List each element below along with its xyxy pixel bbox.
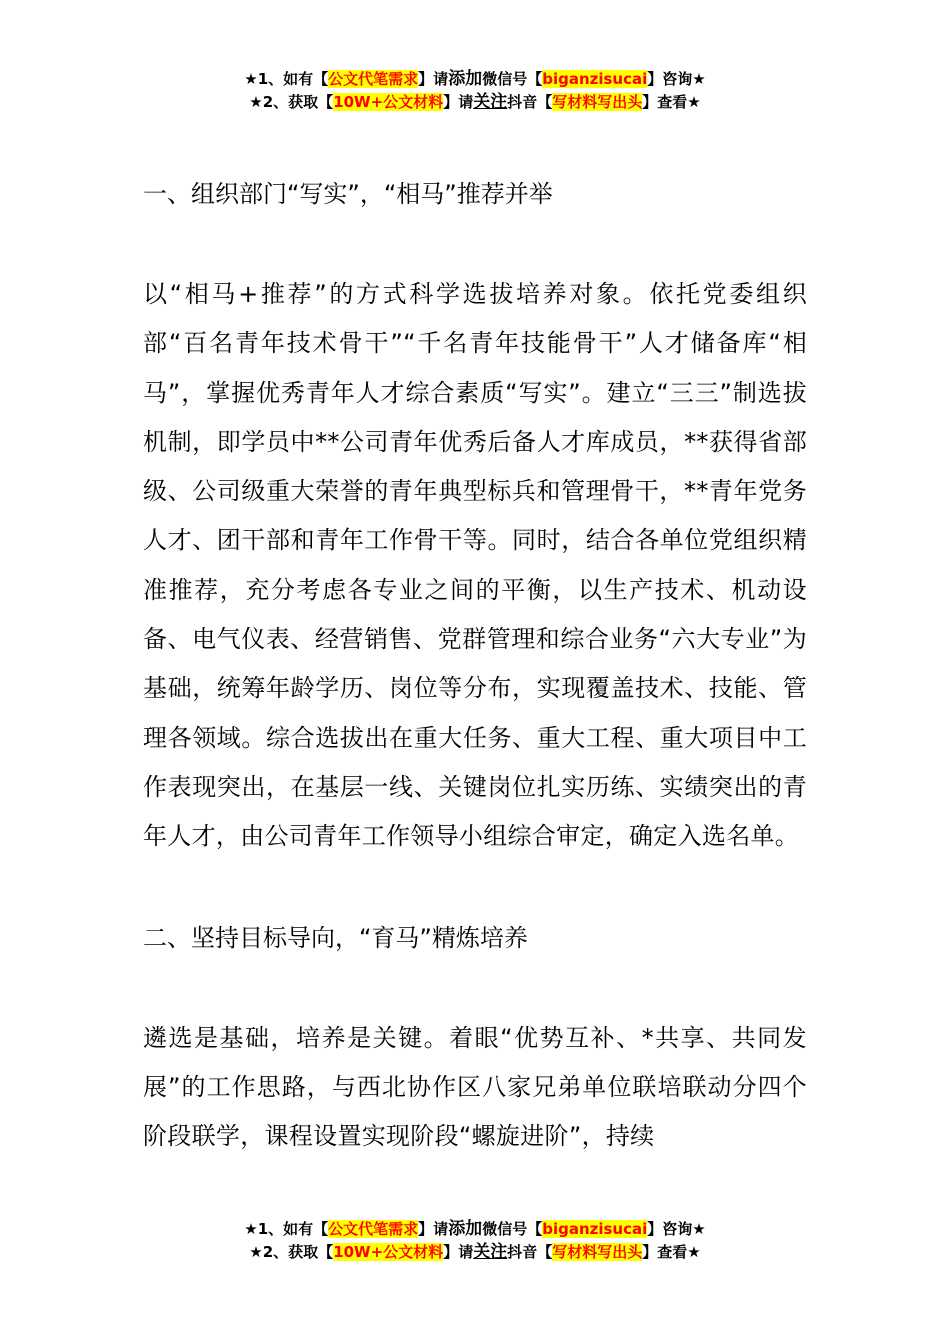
section-paragraph-1: 以“相马+推荐”的方式科学选拔培养对象。依托党委组织部“百名青年技术骨干”“千名青年技能骨干”人才储备库“相马”，掌握优秀青年人才综合素质“写实”。建立“三三”制选拔机制，即学员中**公司青年优秀后备人才库成员，**获得省部级、公司级重大荣誉的青年典型标兵和管理骨干，**青年党务人才、团干部和青年工作骨干等。同时，结合各单位党组织精准推荐，充分考虑各专业之间的平衡，以生产技术、机动设备、电气仪表、经营销售、党群管理和综合业务“六大专业”为基础，统筹年龄学历、岗位等分布，实现覆盖技术、技能、管理各领域。综合选拔出在重大任务、重大工程、重大项目中工作表现突出，在基层一线、关键岗位扎实历练、实绩突出的青年人才，由公司青年工作领导小组综合审定，确定入选名单。: [143, 280, 807, 851]
notice-line-1: ★1、如有【公文代笔需求】请添加微信号【biganzisucai】咨询★: [244, 69, 706, 89]
notice-line-1: ★1、如有【公文代笔需求】请添加微信号【biganzisucai】咨询★: [244, 1219, 706, 1239]
section-heading-2: 二、坚持目标导向，“育马”精炼培养: [143, 923, 528, 952]
service-highlight: 公文代笔需求: [328, 70, 419, 88]
header-notice-banner: [0, 68, 950, 114]
section-paragraph-2: 遴选是基础，培养是关键。着眼“优势互补、*共享、共同发展”的工作思路，与西北协作区八家兄弟单位联培联动分四个阶段联学，课程设置实现阶段“螺旋进阶”，持续: [143, 1023, 807, 1151]
notice-line-2: ★2、获取【10W+公文材料】请关注抖音【写材料写出头】查看★: [249, 1242, 701, 1262]
douyin-account-highlight: 写材料写出头: [552, 1243, 643, 1261]
footer-notice-banner: [0, 1218, 950, 1264]
douyin-account-highlight: 写材料写出头: [552, 93, 643, 111]
notice-line-2: ★2、获取【10W+公文材料】请关注抖音【写材料写出头】查看★: [249, 92, 701, 112]
wechat-id-highlight: biganzisucai: [542, 1220, 648, 1238]
material-highlight: 10W+公文材料: [333, 93, 444, 111]
material-highlight: 10W+公文材料: [333, 1243, 444, 1261]
service-highlight: 公文代笔需求: [328, 1220, 419, 1238]
wechat-id-highlight: biganzisucai: [542, 70, 648, 88]
section-heading-1: 一、组织部门“写实”，“相马”推荐并举: [143, 180, 553, 208]
document-body: [143, 168, 807, 1161]
